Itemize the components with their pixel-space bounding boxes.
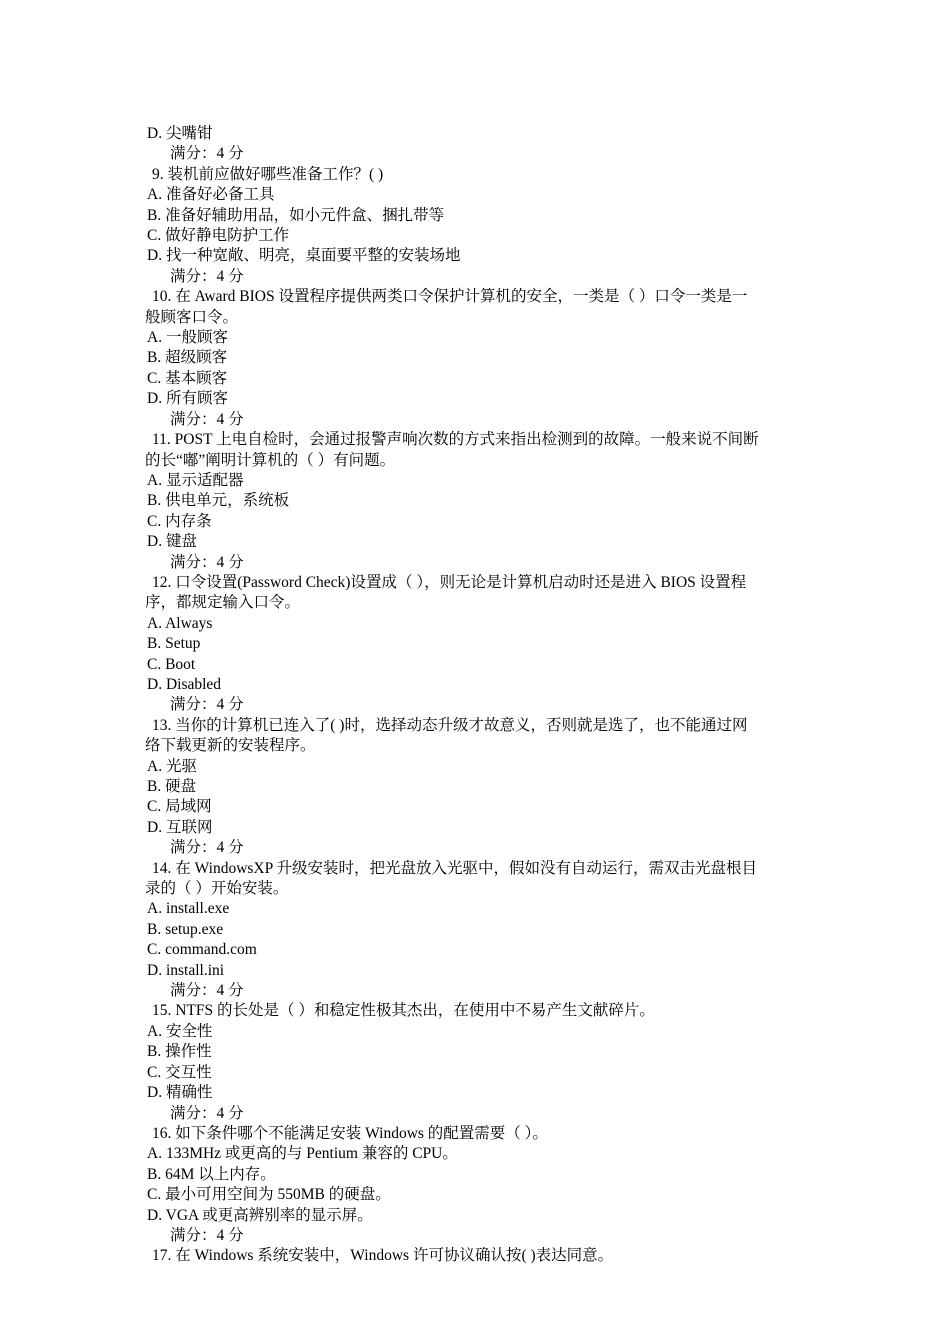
answer-option: A. 安全性 bbox=[147, 1022, 213, 1040]
score-note: 满分：4 分 bbox=[170, 982, 244, 1000]
question-line-continued: 般顾客口令。 bbox=[145, 308, 239, 326]
question-text bbox=[145, 573, 830, 614]
answer-option: D. Disabled bbox=[147, 675, 222, 693]
question-line-continued: 络下载更新的安装程序。 bbox=[145, 737, 316, 755]
question-text bbox=[145, 1246, 830, 1266]
question-text bbox=[145, 287, 830, 328]
question-line: 16. 如下条件哪个不能满足安装 Windows 的配置需要（ ）。 bbox=[152, 1124, 548, 1142]
answer-option: A. 准备好必备工具 bbox=[147, 186, 275, 204]
question-text bbox=[145, 1001, 830, 1021]
exam-document bbox=[145, 124, 830, 1267]
answer-option: A. 显示适配器 bbox=[147, 471, 244, 489]
score-note: 满分：4 分 bbox=[170, 267, 244, 285]
answer-option: B. 硬盘 bbox=[147, 778, 197, 795]
answer-option: C. Boot bbox=[147, 655, 196, 673]
score-note: 满分：4 分 bbox=[170, 696, 244, 714]
answer-option: D. 互联网 bbox=[147, 818, 213, 836]
score-note: 满分：4 分 bbox=[170, 553, 244, 571]
question-line: 17. 在 Windows 系统安装中，Windows 许可协议确认按( )表达同意。 bbox=[152, 1247, 614, 1265]
question-line: 9. 装机前应做好哪些准备工作？( ) bbox=[152, 165, 384, 183]
answer-option: C. 最小可用空间为 550MB 的硬盘。 bbox=[147, 1186, 391, 1204]
answer-option: D. 尖嘴钳 bbox=[147, 125, 213, 142]
answer-option: C. 基本顾客 bbox=[147, 369, 228, 387]
answer-option: A. 133MHz 或更高的与 Pentium 兼容的 CPU。 bbox=[147, 1145, 458, 1163]
answer-option: C. 做好静电防护工作 bbox=[147, 227, 290, 245]
question-line: 10. 在 Award BIOS 设置程序提供两类口令保护计算机的安全，一类是（ ）口令一类是一 bbox=[152, 288, 748, 306]
question-line: 14. 在 WindowsXP 升级安装时，把光盘放入光驱中，假如没有自动运行，需双击光盘根目 bbox=[152, 859, 758, 877]
question-line: 15. NTFS 的长处是（ ）和稳定性极其杰出，在使用中不易产生文献碎片。 bbox=[152, 1002, 655, 1020]
score-note: 满分：4 分 bbox=[170, 145, 244, 163]
score-note: 满分：4 分 bbox=[170, 839, 244, 857]
answer-option: A. Always bbox=[147, 614, 213, 632]
answer-option: D. install.ini bbox=[147, 961, 225, 979]
answer-option: C. command.com bbox=[147, 941, 257, 959]
answer-option: B. 操作性 bbox=[147, 1043, 212, 1061]
answer-option: A. 光驱 bbox=[147, 757, 197, 775]
answer-option: B. 供电单元，系统板 bbox=[147, 492, 290, 510]
answer-option: C. 交互性 bbox=[147, 1063, 212, 1081]
answer-option: D. VGA 或更高辨别率的显示屏。 bbox=[147, 1206, 373, 1224]
question-text bbox=[145, 430, 830, 471]
answer-option: D. 键盘 bbox=[147, 533, 197, 551]
answer-option: D. 找一种宽敞、明亮，桌面要平整的安装场地 bbox=[147, 247, 461, 265]
question-text bbox=[145, 859, 830, 900]
answer-option: A. install.exe bbox=[147, 900, 230, 918]
answer-option: B. Setup bbox=[147, 635, 201, 653]
question-line-continued: 序，都规定输入口令。 bbox=[145, 594, 301, 612]
question-text bbox=[145, 165, 830, 185]
question-text bbox=[145, 1124, 830, 1144]
score-note: 满分：4 分 bbox=[170, 1104, 244, 1122]
answer-option: B. 64M 以上内存。 bbox=[147, 1165, 276, 1183]
question-line-continued: 录的（ ）开始安装。 bbox=[145, 880, 289, 898]
question-line: 13. 当你的计算机已连入了( )时，选择动态升级才故意义，否则就是选了，也不能通过网 bbox=[152, 716, 748, 734]
score-note: 满分：4 分 bbox=[170, 1226, 244, 1244]
answer-option: D. 所有顾客 bbox=[147, 390, 228, 408]
answer-option: B. 超级顾客 bbox=[147, 349, 228, 367]
answer-option: B. 准备好辅助用品，如小元件盒、捆扎带等 bbox=[147, 206, 445, 224]
answer-option: C. 内存条 bbox=[147, 512, 212, 530]
answer-option: D. 精确性 bbox=[147, 1084, 213, 1102]
answer-option: A. 一般顾客 bbox=[147, 329, 228, 347]
question-text bbox=[145, 716, 830, 757]
question-line: 11. POST 上电自检时，会通过报警声响次数的方式来指出检测到的故障。一般来说不间断 bbox=[152, 431, 759, 449]
question-line: 12. 口令设置(Password Check)设置成（ ），则无论是计算机启动时还是进入 BIOS 设置程 bbox=[152, 573, 747, 591]
question-line-continued: 的长“嘟”阐明计算机的（ ）有问题。 bbox=[145, 451, 396, 469]
score-note: 满分：4 分 bbox=[170, 410, 244, 428]
answer-option: C. 局域网 bbox=[147, 798, 212, 816]
answer-option: B. setup.exe bbox=[147, 920, 224, 938]
